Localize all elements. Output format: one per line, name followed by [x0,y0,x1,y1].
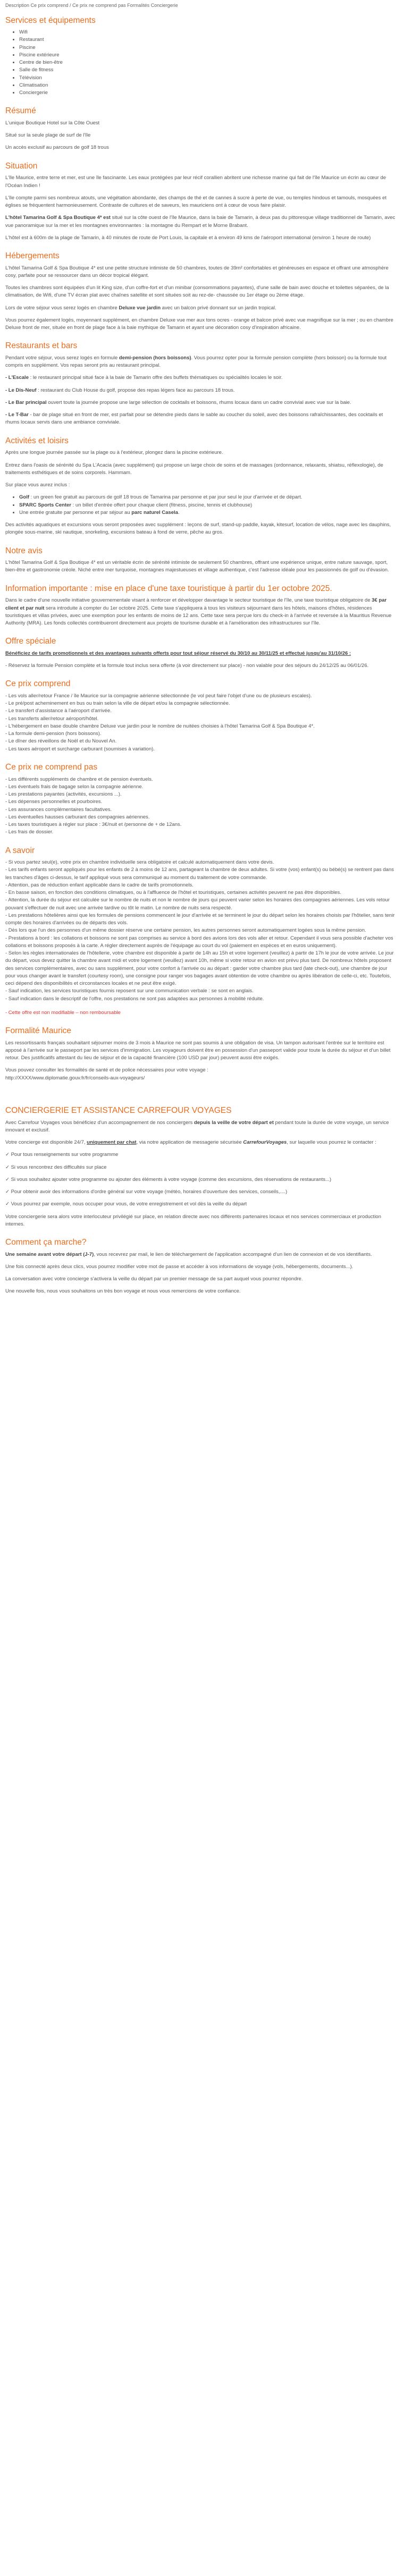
list-item: - L'hébergement en base double chambre Deluxe vue jardin pour le nombre de nuitées choisies à l'hôtel Tamarina Golf & Spa Boutique 4*. [5,723,315,729]
room-type: Deluxe vue jardin [119,305,161,311]
restaurant-name: - L'Escale [5,375,29,381]
restaurants-paragraph [5,354,396,370]
tax-amount: 3€ par client et par nuit [5,597,387,611]
situation-title: Situation [5,161,38,171]
text: , sur laquelle vous pourrez le contacter : [287,1139,376,1146]
service-item: • Restaurant [19,36,396,44]
activites-paragraph: Des activités aquatiques et excursions vous seront proposées avec supplément : leçons de surf, stand-up paddle, kayak, kitesurf, location de vélos, nage avec les dauphins, plongée sous-marine, ski nautique, snorkeling, excursions bateau à fond de verre, pêche au gros. [5,522,391,536]
list-item: - La formule demi-pension (hors boissons). [5,731,102,737]
tab-bar-text: Description Ce prix comprend / Ce prix ne comprend pas Formalités Conciergerie [5,3,178,8]
list-item: - Les dépenses personnelles et pourboires. [5,799,103,805]
formalite-link[interactable] [5,1075,396,1082]
text: , vous recevrez par mail, le lien de téléchargement de l'application accompagné d'un lien de connexion et de vos identifiants. [94,1251,372,1257]
emphasis: uniquement par chat [87,1139,137,1146]
savoir-title: A savoir [5,846,35,855]
text: Lors de votre séjour vous serez logés en chambre [5,305,119,311]
text: : restaurant du Club House du golf, propose des repas légers face au parcours 18 trous. [36,387,235,393]
restaurant-name: - Le T-Bar [5,412,29,418]
activites-title: Activités et loisirs [5,436,69,445]
list-item: - Les frais de dossier. [5,829,54,835]
list-item: - Attention, la durée du séjour est calculée sur le nombre de nuits et non le nombre de jours qui peuvent varier selon les horaires des compagnies aériennes. Les vols retour pouvant s'effectuer de nuit avec une arrivée tardive ou tôt le matin. Le nombre de nuits sera respecté. [5,897,390,911]
restaurant-item [5,411,396,427]
hebergements-paragraph [5,305,396,312]
situation-paragraph: L'île compte parmi ses nombreux atouts, une végétation abondante, des champs de thé et de cannes à sucre à perte de vue, ou temples hindous et tamouls, mosquées et églises se fréquentent harmonieusement. Contraste de cultures et de saveurs, les mauriciens ont à cœur de vous faire plaisir. [5,195,387,209]
diplomatie-link[interactable]: http://XXXX/www.diplomatie.gouv.fr/fr/conseils-aux-voyageurs/ [5,1075,145,1081]
text: Dans le cadre d'une nouvelle initiative gouvernementale visant à renforcer et développer davantage le secteur touristique de l'île, une taxe touristique obligatoire de [5,597,372,604]
text: : un billet d'entrée offert pour chaque client (fitness, piscine, tennis et clubhouse) [71,502,253,508]
list-item: - Dès lors que l'un des personnes d'un même dossier réserve une certaine pension, les autres personnes seront automatiquement logées sous la même pension. [5,927,366,934]
list-item: - Les taxes aéroport et surcharge carburant (soumises à variation). [5,746,155,752]
list-item: - Le transfert d'assistance à l'aéroport d'arrivée. [5,708,112,714]
concierge-bullet: ✓ Si vous souhaitez ajouter votre programme ou ajouter des éléments à votre voyage (comme des excursions, des réservations de restaurants...) [5,1176,332,1183]
text: Une entrée gratuite par personne et par séjour au [19,509,132,516]
list-item: - Les éventuelles hausses carburant des compagnies aériennes. [5,814,150,820]
resume-line: Situé sur la seule plage de surf de l'île [5,132,91,139]
restaurant-item [5,374,396,382]
spacer [5,1087,396,1096]
activites-paragraph: Sur place vous aurez inclus : [5,482,70,488]
list-item: - Les vols aller/retour France / île Maurice sur la compagnie aérienne sélectionnée (le vol peut faire l'objet d'une ou de plusieurs escales). [5,692,312,699]
services-list [5,29,396,97]
comment-title: Comment ça marche? [5,1238,87,1247]
text: : le restaurant principal situé face à la baie de Tamarin offre des buffets thématiques ou spécialités locales le soir. [28,375,283,381]
situation-paragraph: L'île Maurice, entre terre et mer, est une île fascinante. Les eaux protégées par leur récif corallien abritent une richesse marine qui fait de l'île Maurice un écrin au cœur de l'Océan Indien ! [5,175,386,189]
comment-paragraph: Une fois connecté après deux clics, vous pourrez modifier votre mot de passe et accéder à vos informations de voyage (vols, hébergements, documents...). [5,1263,354,1270]
list-item [19,494,396,501]
formalite-paragraph: Les ressortissants français souhaitant séjourner moins de 3 mois à Maurice ne sont pas soumis à une obligation de visa. Un tampon autorisant l'entrée sur le territoire est apposé à l'arrivée sur le passeport par les services d'immigration. Les voyageurs doivent être en possession d'un passeport valide pour toute la durée du séjour et d'un billet retour. Des justificatifs attestant du lieu de séjour et de la capacité financière (100 USD par jour) peuvent aussi être exigés. [5,1040,391,1061]
information-title: Information importante : mise en place d'une taxe touristique à partir du 1er octobre 2025. [5,584,332,593]
information-paragraph [5,597,396,627]
hebergements-title: Hébergements [5,251,60,261]
formalite-paragraph: Vous pouvez consulter les formalités de santé et de police nécessaires pour votre voyage : [5,1067,208,1074]
list-item [19,502,396,509]
text: Pendant votre séjour, vous serez logés en formule [5,354,119,361]
text: , via notre application de messagerie sécurisée [136,1139,244,1146]
situation-text: situé sur la côte ouest de l'île Maurice, dans la baie de Tamarin, à deux pas du pittoresque village traditionnel de Tamarin, avec vue panoramique sur la mer et les montagnes environnantes : la montagne du Rempart et le Morne Brabant. [5,215,396,229]
resume-line: L'unique Boutique Hotel sur la Côte Ouest [5,120,100,126]
restaurants-title: Restaurants et bars [5,341,78,351]
activity-name: SPARC Sports Center [19,502,72,508]
list-item: - Les prestations payantes (activités, excursions ...). [5,791,122,798]
services-title: Services et équipements [5,15,96,25]
comment-paragraph: La conversation avec votre concierge s'activera la veille du départ par un premier message de sa part auquel vous pourrez répondre. [5,1276,303,1282]
offre-title: Offre spéciale [5,637,56,646]
app-name: CarrefourVoyages [243,1139,287,1146]
concierge-bullet: ✓ Pour tous renseignements sur votre programme [5,1152,119,1158]
text: ouvert toute la journée propose une large sélection de cocktails et boissons, rhums locaux dans un cadre convivial avec vue sur la baie. [46,399,351,406]
restaurant-name: - Le Dis-Neuf [5,387,37,393]
non-refundable-note: - Cette offre est non modifiable – non remboursable [5,1009,121,1016]
service-item: • Wifi [19,29,396,36]
restaurant-item [5,399,396,407]
hebergements-paragraph: Vous pourrez également logés, moyennant supplément, en chambre Deluxe vue mer aux tons ocres - orange et balcon privé avec vue magnifique sur la mer ; ou en chambre Deluxe front de mer, située en front de plage face à la baie mythique de Tamarin et ayant une décoration cosy d'inspiration africaine. [5,317,393,331]
text: Avec Carrefour Voyages vous bénéficiez d'un accompagnement de nos conciergers [5,1119,194,1126]
text: pendant toute la durée de votre voyage, un service innovant et exclusif. [5,1119,389,1133]
service-item: • Télévision [19,74,396,82]
text: : un green fee gratuit au parcours de golf 18 trous de Tamarina par personne et par jour seul le jour d'arrivée et de départ. [29,494,303,501]
restaurant-item [5,387,396,394]
activites-paragraph: Après une longue journée passée sur la plage ou à l'extérieur, plongez dans la piscine extérieure. [5,450,223,456]
list-item: - Les tarifs enfants seront appliqués pour les enfants de 2 à moins de 12 ans, partageant la chambre de deux adultes. Si votre (vos) enfant(s) ou bébé(s) se rentrent pas dans les tranches d'âges ci-dessus, le tarif appliqué vous sera communiqué au moment du traitement de votre commande. [5,867,394,881]
list-item: - Les éventuels frais de bagage selon la compagnie aérienne. [5,783,144,790]
list-item [19,509,396,517]
text: . [178,509,180,516]
comment-paragraph: Une nouvelle fois, nous vous souhaitons un très bon voyage et nous vous remercions de votre confiance. [5,1288,241,1295]
text: avec un balcon privé donnant sur un jardin tropical. [161,305,276,311]
text: . Vous pourrez opter pour la formule pension complète (hors boisson) ou la formule tout compris en supplément. Vos repas seront pris au restaurant principal. [5,354,387,369]
list-item: - Les transferts aller/retour aéroport/hôtel. [5,715,99,722]
emphasis: Une semaine avant votre départ (J-7) [5,1251,94,1257]
situation-paragraph [5,214,396,230]
service-item: • Salle de fitness [19,66,396,74]
conciergerie-paragraph: Votre conciergerie sera alors votre interlocuteur privilégié sur place, en relation directe avec nos différents partenaires locaux et nos services commerciaux et production internes. [5,1213,381,1227]
service-item: • Piscine [19,44,396,52]
list-item: - Selon les règles internationales de l'hôtellerie, votre chambre est disponible à partir de 14h au 15h et votre logement (veuillez) à partir de 17h le jour de votre arrivée. Le jour du départ, vous devez quitter la chambre avant midi et votre logement (veuillez) avant 10h, même si votre retour en avion est prévu plus tard. De nombreux hôtels proposent des services complémentaires, avec ou sans supplément, pour votre confort à l'arrivée ou au départ : garder votre chambre plus tard (late check-out), une chambre de jour pour vous changer avant le transfert (courtesy room), une consigne pour ranger vos bagages avant obtention de votre chambre ou après libération de celle-ci, etc. Toutefois, ceci dépend des disponibilités et circonstances locales et ne peut être exigé. [5,950,394,987]
list-item: - Les prestations hôtelières ainsi que les formules de pensions commencent le jour d'arrivée et se terminent le jour du départ selon les horaires choisis par l'hôtelier, sans tenir compte des horaires d'arrivées ou de départs des vols. [5,912,395,926]
list-item: - Les taxes touristiques à régler sur place : 3€/nuit et /personne de + de 12ans. [5,822,182,828]
list-item: - Sauf indication, les services touristiques fournis reposent sur une communication verbale : se sont en anglais. [5,988,254,994]
service-item: • Conciergerie [19,89,396,97]
list-item: - Le dîner des réveillons de Noël et du Nouvel An. [5,738,117,745]
list-item: - Sauf indication dans le descriptif de l'offre, nos prestations ne sont pas adaptées aux personnes à mobilité réduite. [5,995,264,1002]
conciergerie-paragraph [5,1139,396,1146]
service-item: • Centre de bien-être [19,59,396,66]
board-type: demi-pension (hors boissons) [119,354,191,361]
comment-paragraph [5,1251,396,1259]
situation-paragraph: L'hôtel est à 600m de la plage de Tamarin, à 40 minutes de route de Port Louis, la capitale et à environ 49 kms de l'aéroport international (environ 1 heure de route) [5,234,371,241]
list-item: - Les assurances complémentaires facultatives. [5,806,112,813]
resume-line: Un accès exclusif au parcours de golf 18 trous [5,145,109,151]
restaurant-name: - Le Bar principal [5,399,47,406]
text: - bar de plage situé en front de mer, est parfait pour se détendre pieds dans le sable au coucher du soleil, avec des boissons rafraîchissantes, des cocktails et rhums locaux servis dans une ambiance conviviale. [5,412,383,426]
hebergements-paragraph: Toutes les chambres sont équipées d'un lit King size, d'un coffre-fort et d'un minibar (consommations payantes), d'une salle de bain avec douche et toilettes séparées, de la climatisation, de Wifi, d'une TV écran plat avec chaînes satellite et sont situées soit au rez-de- chaussée ou 1er étage ou 2ème étage. [5,285,389,299]
formalite-title: Formalité Maurice [5,1026,72,1036]
included-activities-list [5,494,396,517]
list-item: - En basse saison, en fonction des conditions climatiques, ou à l'affluence de l'hôtel et touristiques, certaines activités peuvent ne pas être disponibles. [5,890,341,896]
offre-conditions: Bénéficiez de tarifs promotionnels et des avantages suivants offerts pour tout séjour réservé du 30/10 au 30/11/25 et effectué jusqu'au 31/10/26 : [5,650,351,656]
conciergerie-title: CONCIERGERIE ET ASSISTANCE CARREFOUR VOYAGES [5,1105,232,1115]
service-item: • Climatisation [19,82,396,89]
service-item: • Piscine extérieure [19,52,396,59]
activites-paragraph: Entrez dans l'oasis de sérénité du Spa L'Acacia (avec supplément) qui propose un large choix de soins et de massages (ordonnance, relaxants, shiatsu, réflexologie), de traitements esthétiques et de soins corporels. Hammam. [5,462,383,476]
activity-name: Golf [19,494,29,501]
list-item: - Les différents suppléments de chambre et de pension éventuels. [5,776,153,782]
avis-title: Notre avis [5,546,43,555]
list-item: - Attention, pas de réduction enfant applicable dans le cadre de tarifs promotionnels. [5,882,194,888]
avis-paragraph: L'hôtel Tamarina Golf & Spa Boutique 4* est un véritable écrin de sérénité intimiste de seulement 50 chambres, offrant une expérience unique, entre nature sauvage, sport, bien-être et gastronomie créole. Niché entre mer turquoise, montagnes majestueuses et village authentique, c'est l'adresse idéale pour les passionnés de golf ou d'évasion. [5,560,389,573]
text: sera introduite à compter du 1er octobre 2025. Cette taxe s'appliquera à tous les visiteurs séjournant dans les hôtels, maisons d'hôtes, résidences touristiques et villas privées, avec une exemption pour les enfants de moins de 12 ans. Cette taxe sera perçue lors du check-in à l'arrivée et reversée à la Mauritius Revenue Authority (MRA). Les fonds collectés contribueront directement aux projets de tourisme durable et à l'amélioration des infrastructures sur l'île. [5,605,392,626]
ne-comprend-title: Ce prix ne comprend pas [5,762,98,772]
conciergerie-paragraph [5,1119,396,1135]
emphasis: depuis la veille de votre départ et [194,1119,274,1126]
text: Votre concierge est disponible 24/7, [5,1139,87,1146]
concierge-bullet: ✓ Si vous rencontrez des difficultés sur place [5,1164,107,1170]
offre-paragraph: - Réservez la formule Pension complète et la formule tout inclus sera offerte (à voir directement sur place) - non valable pour des séjours du 24/12/25 au 06/01/26. [5,663,369,669]
resume-title: Résumé [5,106,36,116]
comprend-title: Ce prix comprend [5,679,71,689]
list-item: - Prestations à bord : les collations et boissons ne sont pas comprises au service à bord des avions lors des vols aller et retour. Cependant il vous sera possible d'acheter vos collations et boissons proposés à la carte. A régler directement auprès de l'équipage au court du vol (paiement en espèces et en euros uniquement). [5,935,393,949]
list-item: - Si vous partez seul(e), votre prix en chambre individuelle sera obligatoire et calculé automatiquement dans votre devis. [5,859,274,866]
activity-name: parc naturel Casela [131,509,178,516]
hotel-name: L'hôtel Tamarina Golf & Spa Boutique 4* est [5,215,111,221]
concierge-bullet: ✓ Pour obtenir avoir des informations d'ordre général sur votre voyage (météo, horaires d'ouverture des services, conseils,....) [5,1189,288,1195]
hebergements-paragraph: L'hôtel Tamarina Golf & Spa Boutique 4* est une petite structure intimiste de 50 chambres, toutes de 39m² confortables et généreuses en espace et offrant une atmosphère cosy, parfaite pour se ressourcer dans un décor tropical élégant. [5,265,389,278]
concierge-bullet: ✓ Vous pourrez par exemple, nous occuper pour vous, de votre enregistrement et vol dès la veille du départ [5,1201,247,1207]
list-item: - Le pré/post acheminement en bus ou train selon la ville de départ et/ou la compagnie sélectionnée. [5,700,230,707]
